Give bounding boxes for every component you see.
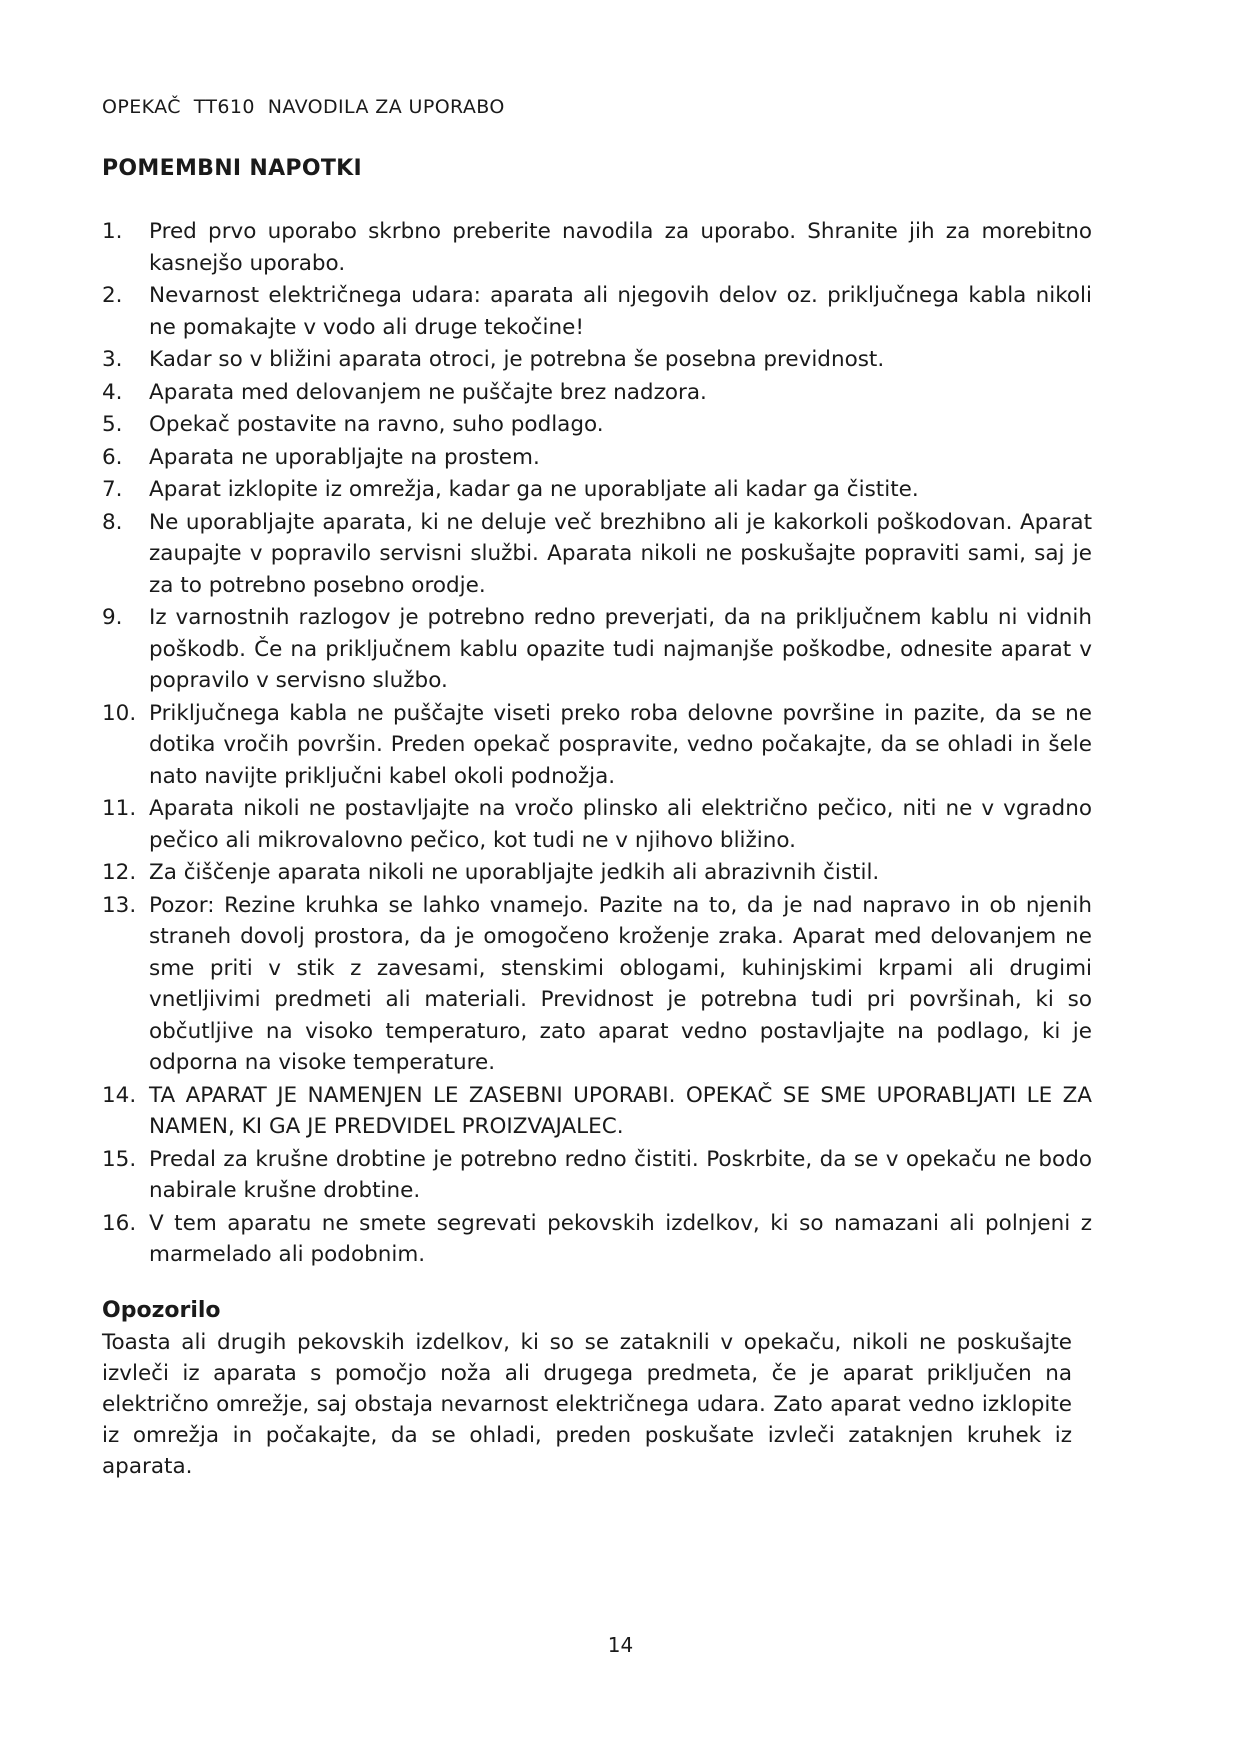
list-item [102, 1080, 1092, 1143]
list-item [102, 216, 1092, 279]
list-item [102, 890, 1092, 1079]
item-text: Priključnega kabla ne puščajte viseti preko roba delovne površine in pazite, da se ne dotika vročih površin. Preden opekač pospravite, vedno počakajte, da se ohladi in šele nato navijte priključni kabel okoli podnožja. [149, 700, 1092, 789]
item-text: Kadar so v bližini aparata otroci, je potrebna še posebna previdnost. [149, 347, 885, 372]
item-text: Nevarnost električnega udara: aparata ali njegovih delov oz. priključnega kabla nikoli ne pomakajte v vodo ali druge tekočine! [149, 283, 1092, 340]
item-number: 13. [102, 892, 137, 918]
item-number: 15. [102, 1146, 137, 1172]
item-text: Aparata nikoli ne postavljajte na vročo plinsko ali električno pečico, niti ne v vgradno pečico ali mikrovalovno pečico, kot tudi ne v njihovo bližino. [149, 796, 1092, 853]
item-text: Iz varnostnih razlogov je potrebno redno preverjati, da na priključnem kablu ni vidnih poškodb. Če na priključnem kablu opazite tudi najmanjše poškodbe, odnesite aparat v popravilo v servisno službo. [149, 605, 1092, 693]
item-text: Pozor: Rezine kruhka se lahko vnamejo. Pazite na to, da je nad napravo in ob njenih straneh dovolj prostora, da je omogočeno kroženje zraka. Aparat med delovanjem ne sme priti v stik z zavesami, stenskimi oblogami, kuhinjskimi krpami ali drugimi vnetljivimi predmeti ali materiali. Previdnost je potrebna tudi pri površinah, ki so občutljive na visoko temperaturo, zato aparat vedno postavljajte na podlago, ki je odporna na visoke temperature. [149, 892, 1092, 1075]
list-item [102, 280, 1092, 343]
item-text: TA APARAT JE NAMENJEN LE ZASEBNI UPORABI. OPEKAČ SE SME UPORABLJATI LE ZA NAMEN, KI GA JE PREDVIDEL PROIZVAJALEC. [149, 1082, 1092, 1139]
list-item [102, 857, 1092, 889]
item-number: 2. [102, 283, 123, 308]
item-number: 12. [102, 860, 137, 885]
warning-text: Toasta ali drugih pekovskih izdelkov, ki so se zataknili v opekaču, nikoli ne poskušajte izvleči iz aparata s pomočjo noža ali drugega predmeta, če je aparat priključen na električno omrežje, saj obstaja nevarnost električnega udara. Zato aparat vedno izklopite iz omrežja in počakajte, da se ohladi, preden poskušate izvleči zataknjen kruhek iz aparata. [102, 1330, 1072, 1479]
item-text: Aparat izklopite iz omrežja, kadar ga ne uporabljate ali kadar ga čistite. [149, 477, 919, 502]
item-number: 5. [102, 412, 123, 437]
warning-title: Opozorilo [102, 1298, 221, 1323]
item-number: 1. [102, 219, 123, 244]
list-item [102, 442, 1092, 474]
item-number: 7. [102, 477, 123, 502]
item-text: Predal za krušne drobtine je potrebno redno čistiti. Poskrbite, da se v opekaču ne bodo nabirale krušne drobtine. [149, 1146, 1092, 1203]
item-number: 10. [102, 700, 137, 726]
list-item [102, 1208, 1092, 1271]
item-number: 11. [102, 796, 137, 821]
item-number: 4. [102, 379, 123, 405]
item-number: 6. [102, 444, 123, 470]
item-text: Za čiščenje aparata nikoli ne uporabljajte jedkih ali abrazivnih čistil. [149, 860, 880, 885]
list-item [102, 507, 1092, 602]
list-item [102, 377, 1092, 409]
item-number: 16. [102, 1210, 137, 1236]
item-text: Pred prvo uporabo skrbno preberite navodila za uporabo. Shranite jih za morebitno kasnejšo uporabo. [149, 219, 1092, 276]
list-item [102, 1144, 1092, 1207]
list-item [102, 602, 1092, 697]
instructions-list [102, 216, 1092, 1272]
item-text: Aparata ne uporabljajte na prostem. [149, 444, 540, 470]
list-item [102, 698, 1092, 793]
list-item [102, 344, 1092, 376]
document-header: OPEKAČ TT610 NAVODILA ZA UPORABO [102, 96, 505, 118]
section-title: POMEMBNI NAPOTKI [102, 156, 362, 181]
item-text: Aparata med delovanjem ne puščajte brez nadzora. [149, 379, 707, 405]
item-number: 3. [102, 347, 123, 372]
item-text: Opekač postavite na ravno, suho podlago. [149, 412, 604, 437]
item-number: 8. [102, 509, 123, 535]
item-text: Ne uporabljajte aparata, ki ne deluje več brezhibno ali je kakorkoli poškodovan. Aparat zaupajte v popravilo servisni službi. Aparata nikoli ne poskušajte popraviti sami, saj je za to potrebno posebno orodje. [149, 509, 1092, 598]
item-number: 14. [102, 1082, 137, 1108]
item-number: 9. [102, 605, 123, 630]
list-item [102, 474, 1092, 506]
page-number: 14 [607, 1633, 634, 1657]
list-item [102, 793, 1092, 856]
item-text: V tem aparatu ne smete segrevati pekovskih izdelkov, ki so namazani ali polnjeni z marmelado ali podobnim. [149, 1210, 1092, 1267]
list-item [102, 409, 1092, 441]
